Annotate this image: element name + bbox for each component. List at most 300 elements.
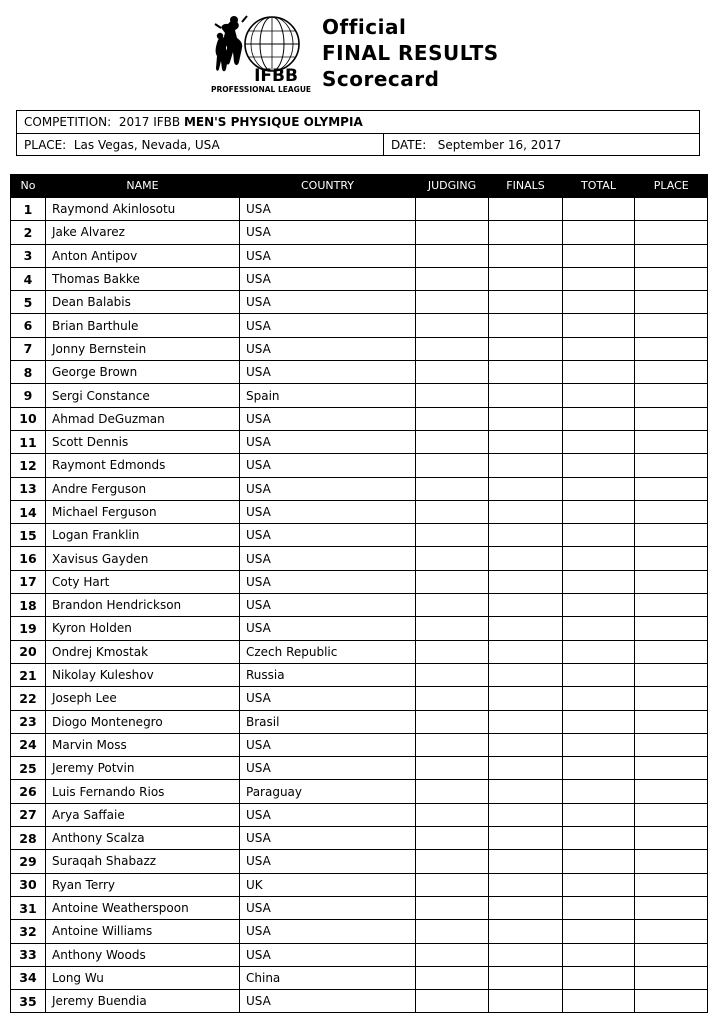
competitor-country: USA [240,570,416,593]
finals-score-cell [489,896,563,919]
place-cell [635,617,708,640]
competitor-country: Spain [240,384,416,407]
place-cell [635,990,708,1013]
competitor-country: USA [240,757,416,780]
competitor-name: Brian Barthule [46,314,240,337]
place-cell [635,547,708,570]
place-cell [635,966,708,989]
competitor-number: 5 [11,291,46,314]
finals-score-cell [489,291,563,314]
competitor-number: 6 [11,314,46,337]
finals-score-cell [489,570,563,593]
competitor-number: 29 [11,850,46,873]
competitor-name: Logan Franklin [46,524,240,547]
competitor-name: Anthony Scalza [46,827,240,850]
total-score-cell [563,780,635,803]
competitor-number: 34 [11,966,46,989]
finals-score-cell [489,663,563,686]
finals-score-cell [489,966,563,989]
finals-score-cell [489,524,563,547]
competition-name: MEN'S PHYSIQUE OLYMPIA [183,115,363,129]
total-score-cell [563,291,635,314]
table-row [11,314,708,337]
total-score-cell [563,710,635,733]
competitor-name: Ryan Terry [46,873,240,896]
finals-score-cell [489,687,563,710]
finals-score-cell [489,430,563,453]
competitor-name: Jonny Bernstein [46,337,240,360]
table-row [11,384,708,407]
finals-score-cell [489,547,563,570]
competitor-country: Brasil [240,710,416,733]
results-table [10,174,708,1013]
competitor-country: USA [240,524,416,547]
total-score-cell [563,873,635,896]
place-cell [635,454,708,477]
competitor-name: Anton Antipov [46,244,240,267]
competition-row [17,111,699,134]
competitor-country: USA [240,337,416,360]
judging-score-cell [416,943,489,966]
table-row [11,477,708,500]
table-row [11,570,708,593]
total-score-cell [563,617,635,640]
competitor-name: Jeremy Potvin [46,757,240,780]
judging-score-cell [416,850,489,873]
competitor-name: Long Wu [46,966,240,989]
table-row [11,221,708,244]
logo-subtext: PROFESSIONAL LEAGUE [210,85,312,94]
judging-score-cell [416,430,489,453]
header-place: PLACE [635,174,708,198]
competitor-country: USA [240,990,416,1013]
competitor-number: 22 [11,687,46,710]
competitor-number: 26 [11,780,46,803]
competitor-name: Raymond Akinlosotu [46,198,240,221]
competitor-number: 35 [11,990,46,1013]
place-cell [635,663,708,686]
place-cell [635,337,708,360]
place-date-row [17,134,699,156]
competitor-number: 17 [11,570,46,593]
competitor-name: Sergi Constance [46,384,240,407]
table-row [11,524,708,547]
place-cell [635,384,708,407]
judging-score-cell [416,617,489,640]
competitor-country: Russia [240,663,416,686]
finals-score-cell [489,733,563,756]
judging-score-cell [416,827,489,850]
judging-score-cell [416,710,489,733]
finals-score-cell [489,337,563,360]
place-cell [635,803,708,826]
competition-field [17,111,363,133]
total-score-cell [563,314,635,337]
table-header-row [11,174,708,198]
competitor-country: USA [240,547,416,570]
finals-score-cell [489,780,563,803]
total-score-cell [563,663,635,686]
competitor-name: Brandon Hendrickson [46,594,240,617]
judging-score-cell [416,733,489,756]
table-row [11,733,708,756]
finals-score-cell [489,221,563,244]
place-cell [635,687,708,710]
competitor-number: 15 [11,524,46,547]
total-score-cell [563,384,635,407]
table-row [11,594,708,617]
competitor-name: Ondrej Kmostak [46,640,240,663]
table-row [11,827,708,850]
judging-score-cell [416,477,489,500]
competitor-number: 12 [11,454,46,477]
place-cell [635,850,708,873]
table-row [11,896,708,919]
finals-score-cell [489,943,563,966]
competitor-country: USA [240,943,416,966]
judging-score-cell [416,966,489,989]
competitor-number: 16 [11,547,46,570]
competitor-number: 33 [11,943,46,966]
competitor-name: Thomas Bakke [46,267,240,290]
place-value: Las Vegas, Nevada, USA [73,138,220,152]
total-score-cell [563,757,635,780]
competitor-name: Marvin Moss [46,733,240,756]
competitor-name: Jeremy Buendia [46,990,240,1013]
competitor-number: 32 [11,920,46,943]
judging-score-cell [416,524,489,547]
competitor-number: 2 [11,221,46,244]
place-cell [635,827,708,850]
competitor-country: USA [240,314,416,337]
competitor-name: Andre Ferguson [46,477,240,500]
logo-text: IFBB [254,66,298,86]
judging-score-cell [416,384,489,407]
competitor-country: China [240,966,416,989]
table-row [11,757,708,780]
judging-score-cell [416,640,489,663]
total-score-cell [563,803,635,826]
place-cell [635,407,708,430]
table-row [11,430,708,453]
competitor-country: USA [240,617,416,640]
competitor-number: 21 [11,663,46,686]
place-field [17,134,220,156]
place-cell [635,430,708,453]
competitor-number: 14 [11,500,46,523]
competitor-name: Suraqah Shabazz [46,850,240,873]
competitor-number: 1 [11,198,46,221]
header-total: TOTAL [563,174,635,198]
judging-score-cell [416,990,489,1013]
finals-score-cell [489,990,563,1013]
total-score-cell [563,640,635,663]
table-row [11,943,708,966]
place-label: PLACE: [24,138,67,152]
ifbb-logo [206,10,316,94]
judging-score-cell [416,896,489,919]
competitor-number: 10 [11,407,46,430]
competitor-country: UK [240,873,416,896]
judging-score-cell [416,780,489,803]
competitor-country: USA [240,733,416,756]
total-score-cell [563,407,635,430]
competitor-country: USA [240,803,416,826]
competitor-name: Antoine Weatherspoon [46,896,240,919]
date-label: DATE: [391,138,427,152]
finals-score-cell [489,803,563,826]
competition-info-box [16,110,700,156]
total-score-cell [563,430,635,453]
place-cell [635,221,708,244]
competitor-name: Anthony Woods [46,943,240,966]
judging-score-cell [416,570,489,593]
finals-score-cell [489,407,563,430]
competitor-country: USA [240,198,416,221]
judging-score-cell [416,267,489,290]
total-score-cell [563,966,635,989]
competitor-country: USA [240,827,416,850]
competitor-country: USA [240,407,416,430]
finals-score-cell [489,640,563,663]
judging-score-cell [416,663,489,686]
competitor-number: 20 [11,640,46,663]
total-score-cell [563,477,635,500]
finals-score-cell [489,710,563,733]
table-row [11,337,708,360]
table-row [11,407,708,430]
judging-score-cell [416,454,489,477]
judging-score-cell [416,687,489,710]
title-final-results: FINAL RESULTS [322,41,499,65]
total-score-cell [563,524,635,547]
place-cell [635,244,708,267]
total-score-cell [563,943,635,966]
judging-score-cell [416,407,489,430]
competitor-country: USA [240,244,416,267]
competitor-country: USA [240,430,416,453]
total-score-cell [563,454,635,477]
table-row [11,710,708,733]
place-cell [635,198,708,221]
total-score-cell [563,896,635,919]
competitor-name: Joseph Lee [46,687,240,710]
competitor-name: Scott Dennis [46,430,240,453]
table-row [11,663,708,686]
header-name: NAME [46,174,240,198]
place-cell [635,291,708,314]
total-score-cell [563,687,635,710]
table-row [11,920,708,943]
competitor-number: 27 [11,803,46,826]
competitor-country: USA [240,454,416,477]
header-no: No [11,174,46,198]
place-cell [635,314,708,337]
table-row [11,267,708,290]
page-header [0,0,720,100]
total-score-cell [563,500,635,523]
place-cell [635,896,708,919]
place-cell [635,780,708,803]
competitor-name: Coty Hart [46,570,240,593]
competitor-name: Ahmad DeGuzman [46,407,240,430]
judging-score-cell [416,314,489,337]
competitor-country: USA [240,920,416,943]
finals-score-cell [489,920,563,943]
competitor-number: 7 [11,337,46,360]
header-judging: JUDGING [416,174,489,198]
competitor-country: Czech Republic [240,640,416,663]
table-row [11,687,708,710]
competitor-country: USA [240,291,416,314]
competitor-name: Arya Saffaie [46,803,240,826]
competitor-number: 9 [11,384,46,407]
competitor-name: Michael Ferguson [46,500,240,523]
total-score-cell [563,827,635,850]
place-cell [635,361,708,384]
finals-score-cell [489,198,563,221]
place-cell [635,920,708,943]
title-scorecard: Scorecard [322,67,440,91]
competitor-name: Diogo Montenegro [46,710,240,733]
judging-score-cell [416,873,489,896]
table-row [11,803,708,826]
date-value: September 16, 2017 [437,138,562,152]
total-score-cell [563,594,635,617]
place-cell [635,267,708,290]
total-score-cell [563,221,635,244]
competitor-name: Antoine Williams [46,920,240,943]
table-row [11,198,708,221]
place-cell [635,733,708,756]
total-score-cell [563,244,635,267]
table-row [11,640,708,663]
finals-score-cell [489,384,563,407]
place-cell [635,477,708,500]
competitor-country: USA [240,500,416,523]
finals-score-cell [489,244,563,267]
header-country: COUNTRY [240,174,416,198]
total-score-cell [563,198,635,221]
competitor-name: Dean Balabis [46,291,240,314]
place-cell [635,500,708,523]
competitor-country: USA [240,687,416,710]
total-score-cell [563,990,635,1013]
competitor-country: USA [240,477,416,500]
total-score-cell [563,361,635,384]
finals-score-cell [489,267,563,290]
place-cell [635,943,708,966]
competitor-name: Raymont Edmonds [46,454,240,477]
competitor-number: 4 [11,267,46,290]
judging-score-cell [416,594,489,617]
finals-score-cell [489,361,563,384]
competitor-number: 30 [11,873,46,896]
total-score-cell [563,337,635,360]
competitor-name: Jake Alvarez [46,221,240,244]
total-score-cell [563,570,635,593]
competitor-country: USA [240,850,416,873]
competitor-name: Luis Fernando Rios [46,780,240,803]
competitor-country: USA [240,267,416,290]
finals-score-cell [489,850,563,873]
place-cell [635,757,708,780]
table-row [11,500,708,523]
competitor-number: 18 [11,594,46,617]
judging-score-cell [416,500,489,523]
competitor-country: USA [240,221,416,244]
competitor-number: 31 [11,896,46,919]
finals-score-cell [489,617,563,640]
competitor-number: 23 [11,710,46,733]
header-finals: FINALS [489,174,563,198]
competitor-number: 28 [11,827,46,850]
total-score-cell [563,267,635,290]
competition-prefix: 2017 IFBB [118,115,181,129]
finals-score-cell [489,873,563,896]
table-row [11,244,708,267]
table-row [11,850,708,873]
judging-score-cell [416,337,489,360]
finals-score-cell [489,314,563,337]
table-row [11,966,708,989]
judging-score-cell [416,361,489,384]
judging-score-cell [416,920,489,943]
table-row [11,780,708,803]
total-score-cell [563,547,635,570]
judging-score-cell [416,291,489,314]
table-row [11,617,708,640]
competitor-number: 25 [11,757,46,780]
table-row [11,291,708,314]
place-cell [635,710,708,733]
total-score-cell [563,850,635,873]
table-row [11,361,708,384]
competitor-country: USA [240,594,416,617]
competitor-country: Paraguay [240,780,416,803]
title-official: Official [322,15,407,39]
place-cell [635,594,708,617]
competitor-name: Kyron Holden [46,617,240,640]
competition-label: COMPETITION: [24,115,112,129]
place-cell [635,873,708,896]
competitor-number: 3 [11,244,46,267]
judging-score-cell [416,198,489,221]
finals-score-cell [489,827,563,850]
judging-score-cell [416,547,489,570]
table-row [11,454,708,477]
competitor-number: 11 [11,430,46,453]
competitor-country: USA [240,361,416,384]
competitor-name: Nikolay Kuleshov [46,663,240,686]
place-cell [635,570,708,593]
judging-score-cell [416,244,489,267]
finals-score-cell [489,477,563,500]
table-row [11,873,708,896]
total-score-cell [563,920,635,943]
place-cell [635,640,708,663]
judging-score-cell [416,803,489,826]
finals-score-cell [489,454,563,477]
date-field [384,134,561,156]
competitor-name: Xavisus Gayden [46,547,240,570]
competitor-number: 24 [11,733,46,756]
competitor-number: 8 [11,361,46,384]
competitor-number: 13 [11,477,46,500]
competitor-country: USA [240,896,416,919]
finals-score-cell [489,594,563,617]
finals-score-cell [489,757,563,780]
